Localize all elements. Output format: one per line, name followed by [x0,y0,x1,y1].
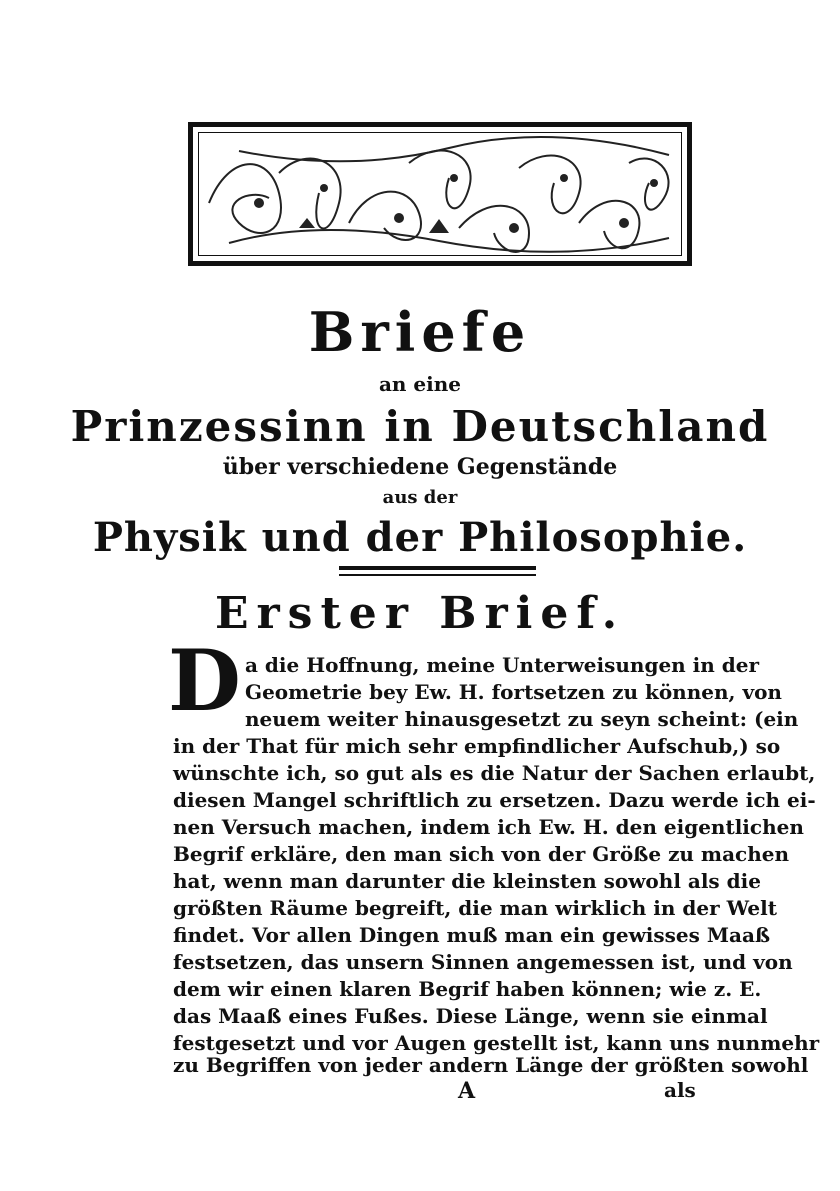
letter-heading: Erster Brief. [214,588,626,639]
title-main: Briefe [308,300,532,364]
body-line: größten Räume begreift, die man wirklich in der Welt [173,896,777,920]
title-aus-der: aus der [382,487,458,508]
body-line: dem wir einen klaren Begrif haben können; wie z. E. [173,977,762,1001]
body-line: wünschte ich, so gut als es die Natur der Sachen erlaubt, [173,761,816,785]
double-rule-bottom [339,574,536,576]
title-ueber: über verschiedene Gegenstände [222,454,618,480]
scrollwork-icon [199,133,682,256]
signature-mark: A [458,1078,476,1104]
double-rule-top [339,566,536,570]
catchword: als [664,1078,696,1102]
body-line: hat, wenn man darunter die kleinsten sowohl als die [173,869,761,893]
title-an-eine: an eine [378,372,462,396]
body-line: neuem weiter hinausgesetzt zu seyn scheint: (ein [245,707,799,731]
body-line: findet. Vor allen Dingen muß man ein gewisses Maaß [173,923,771,947]
body-line: zu Begriffen von jeder andern Länge der größten sowohl [173,1053,809,1077]
body-line: Geometrie bey Ew. H. fortsetzen zu können, von [245,680,782,704]
headpiece-scrollwork [198,132,682,256]
body-line: festgesetzt und vor Augen gestellt ist, kann uns nunmehr [173,1031,820,1055]
title-prinzessinn: Prinzessinn in Deutschland [70,402,770,451]
body-line: in der That für mich sehr empfindlicher Aufschub,) so [173,734,781,758]
body-line: diesen Mangel schriftlich zu ersetzen. Dazu werde ich ei- [173,788,816,812]
body-line: Begrif erkläre, den man sich von der Größe zu machen [173,842,790,866]
title-physik: Physik und der Philosophie. [92,514,748,561]
drop-cap: D [168,631,241,730]
body-line: festsetzen, das unsern Sinnen angemessen ist, und von [173,950,793,974]
ornamental-headpiece [188,122,692,266]
body-line: das Maaß eines Fußes. Diese Länge, wenn sie einmal [173,1004,768,1028]
body-line: a die Hoffnung, meine Unterweisungen in der [245,653,760,677]
body-line: nen Versuch machen, indem ich Ew. H. den eigentlichen [173,815,804,839]
